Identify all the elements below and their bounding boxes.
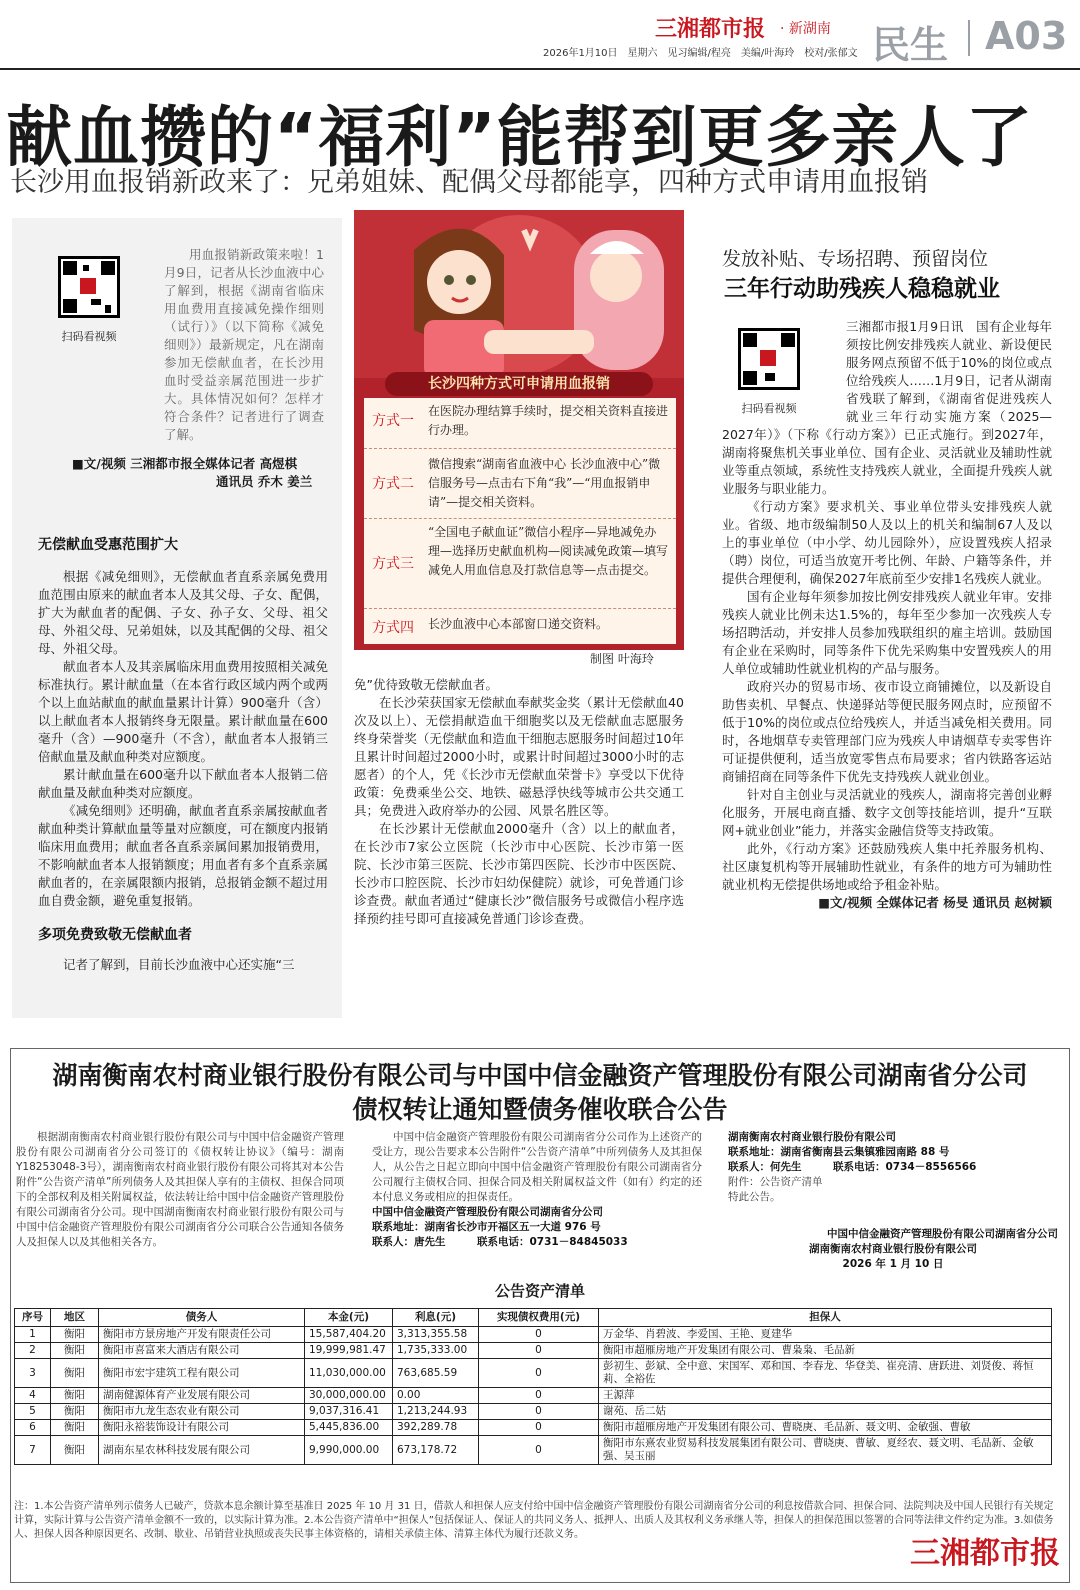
table-row bbox=[15, 1343, 1052, 1359]
table-cell: 谢苑、岳二姑 bbox=[599, 1404, 1052, 1420]
table-cell: 湖南健源体育产业发展有限公司 bbox=[99, 1388, 305, 1404]
main-subhead: 长沙用血报销新政来了：兄弟姐妹、配偶父母都能享，四种方式申请用血报销 bbox=[10, 167, 928, 198]
paragraph: 国有企业每年须参加按比例安排残疾人就业年审。安排残疾人就业比例未达1.5%的，每年至少参加一次残疾人专场招聘活动，并安排人员参加残联组织的雇主培训。鼓励国有企业在采购时，同等条件下优先采购集中安置残疾人的用人单位或辅助性就业机构的产品与服务。 bbox=[722, 589, 1052, 676]
asset-list-title: 公告资产清单 bbox=[494, 1282, 585, 1300]
main-story-continued bbox=[354, 676, 684, 928]
method-text: 在医院办理结算手续时，提交相关资料直接进行办理。 bbox=[428, 404, 669, 437]
method-item bbox=[364, 608, 676, 642]
column-header: 担保人 bbox=[599, 1309, 1052, 1327]
notice-column-2 bbox=[372, 1130, 702, 1250]
table-cell: 彭初生、彭斌、全中意、宋国军、邓和国、李春龙、华登美、崔亮清、唐跃进、刘贤俊、蒋恒莉、全裕佐 bbox=[599, 1359, 1052, 1388]
paragraph: 针对自主创业与灵活就业的残疾人，湖南将完善创业孵化服务，开展电商直播、数字文创等技能培训，提升“互联网+就业创业”能力，并落实金融信贷等支持政策。 bbox=[722, 787, 1052, 838]
table-cell: 5 bbox=[15, 1404, 51, 1420]
table-cell: 衡阳 bbox=[51, 1359, 99, 1388]
column-header: 地区 bbox=[51, 1309, 99, 1327]
column-header: 利息(元) bbox=[393, 1309, 479, 1327]
table-cell: 衡阳市超雁房地产开发集团有限公司、曹枭枭、毛品新 bbox=[599, 1343, 1052, 1359]
subsection-title-1: 无偿献血受惠范围扩大 bbox=[38, 537, 178, 553]
notice-paragraph: 中国中信金融资产管理股份有限公司湖南省分公司作为上述资产的受让方，现公告要求本公告附件“公告资产清单”中所列债务人及其担保人，从公告之日起立即向中国中信金融资产管理股份有限公司湖南省分公司履行主债权合同、担保合同及相关附属权益文件（如有）约定的还本付息义务或相应的担保责任。 bbox=[372, 1131, 702, 1203]
table-cell: 3 bbox=[15, 1359, 51, 1388]
qr-label: 扫码看视频 bbox=[61, 330, 117, 343]
table-cell: 0 bbox=[479, 1343, 599, 1359]
table-cell: 衡阳市喜富来大酒店有限公司 bbox=[99, 1343, 305, 1359]
issue-meta: 2026年1月10日 星期六 见习编辑/程亮 美编/叶海玲 校对/张郁文 bbox=[543, 48, 858, 59]
table-cell: 6 bbox=[15, 1420, 51, 1436]
notice-contact: 联系人：唐先生 联系电话：0731－84845033 bbox=[372, 1236, 628, 1248]
table-cell: 9,990,000.00 bbox=[305, 1436, 393, 1465]
top-rule bbox=[0, 68, 1080, 70]
table-cell: 0 bbox=[479, 1359, 599, 1388]
table-cell: 衡阳 bbox=[51, 1343, 99, 1359]
notice-footnote: 注：1.本公告资产清单列示债务人已破产，贷款本息余额计算至基准日 2025 年 10 月 31 日，借款人和担保人应支付给中国中信金融资产管理股份有限公司湖南省分公司的利息按借款合同、担保合同、法院判决及中国人民银行有关规定计算，实际计算与公告资产清单金额不一致的，以实际计算为准。2.本公告资产清单中“担保人”包括保证人、保证人的共同义务人、抵押人、出质人及其权利义务承继人等，担保人的担保范围以签署的合同等法律文件约定为准。3.如债务人、担保人因各种原因更名、改制、歇业、吊销营业执照或丧失民事主体资格的，请相关承债主体、清算主体代为履行还款义务。 bbox=[14, 1501, 1054, 1540]
column-header: 序号 bbox=[15, 1309, 51, 1327]
table-cell: 19,999,981.47 bbox=[305, 1343, 393, 1359]
notice-attachment: 附件：公告资产清单 bbox=[728, 1176, 823, 1188]
column-header: 本金(元) bbox=[305, 1309, 393, 1327]
notice-org: 中国中信金融资产管理股份有限公司湖南省分公司 bbox=[372, 1206, 603, 1218]
notice-address: 联系地址：湖南省衡南县云集镇雅园南路 88 号 bbox=[728, 1146, 950, 1158]
notice-title-1: 湖南衡南农村商业银行股份有限公司与中国中信金融资产管理股份有限公司湖南省分公司 bbox=[52, 1061, 1028, 1090]
table-cell: 万金华、肖碧波、李爱国、王艳、夏建华 bbox=[599, 1327, 1052, 1343]
method-label: 方式四 bbox=[372, 620, 414, 636]
table-cell: 7 bbox=[15, 1436, 51, 1465]
table-cell: 衡阳永裕装饰设计有限公司 bbox=[99, 1420, 305, 1436]
table-cell: 5,445,836.00 bbox=[305, 1420, 393, 1436]
page-number: A03 bbox=[985, 14, 1068, 58]
paragraph: 在长沙荣获国家无偿献血奉献奖金奖（累计无偿献血40次及以上）、无偿捐献造血干细胞奖以及无偿献血志愿服务终身荣誉奖（无偿献血和造血干细胞志愿服务时间超过10年且累计时间超过2000小时，或累计时间超过3000小时的志愿者）的个人，凭《长沙市无偿献血荣誉卡》享受以下优待政策：免费乘坐公交、地铁、磁悬浮快线等城市公共交通工具；免费进入政府举办的公园、风景名胜区等。 bbox=[354, 695, 684, 818]
method-item bbox=[364, 518, 676, 604]
method-label: 方式二 bbox=[372, 476, 414, 492]
byline-1: ■文/视频 三湘都市报全媒体记者 高煜棋 bbox=[72, 456, 298, 471]
table-row bbox=[15, 1359, 1052, 1388]
table-cell: 0 bbox=[479, 1388, 599, 1404]
graphic-credit: 制图 叶海玲 bbox=[590, 652, 654, 666]
app-name: · 新湖南 bbox=[780, 21, 831, 37]
paragraph: 根据《减免细则》，无偿献血者直系亲属免费用血范围由原来的献血者本人及其父母、子女、配偶，扩大为献血者的配偶、子女、孙子女、父母、祖父母、外祖父母、兄弟姐妹，以及其配偶的父母、祖父母、外祖父母。 bbox=[38, 569, 328, 656]
side-story-text bbox=[722, 318, 1052, 912]
table-cell: 衡阳市方景房地产开发有限责任公司 bbox=[99, 1327, 305, 1343]
paragraph: 累计献血量在600毫升以下献血者本人报销二倍献血量及献血种类对应额度。 bbox=[38, 767, 328, 800]
table-cell: 0.00 bbox=[393, 1388, 479, 1404]
notice-contact: 联系人：何先生 联系电话：0734－8556566 bbox=[728, 1161, 977, 1173]
notice-date: 2026 年 1 月 10 日 bbox=[842, 1258, 944, 1270]
side-story-title: 三年行动助残疾人稳稳就业 bbox=[724, 276, 1000, 302]
table-row bbox=[15, 1327, 1052, 1343]
table-cell: 衡阳 bbox=[51, 1327, 99, 1343]
side-story-body bbox=[722, 318, 1052, 910]
blood-donor-illustration bbox=[354, 210, 684, 378]
table-cell: 衡阳市超雁房地产开发集团有限公司、曹晓庚、毛品新、聂文明、金敏强、曹敏 bbox=[599, 1420, 1052, 1436]
column-header: 债务人 bbox=[99, 1309, 305, 1327]
table-cell: 0 bbox=[479, 1436, 599, 1465]
table-cell: 1 bbox=[15, 1327, 51, 1343]
table-cell: 0 bbox=[479, 1404, 599, 1420]
table-cell: 衡阳市九龙生态农业有限公司 bbox=[99, 1404, 305, 1420]
table-cell: 15,587,404.20 bbox=[305, 1327, 393, 1343]
table-cell: 衡阳 bbox=[51, 1388, 99, 1404]
table-cell: 4 bbox=[15, 1388, 51, 1404]
paragraph: 记者了解到，目前长沙血液中心还实施“三 bbox=[63, 957, 295, 972]
table-cell: 王源萍 bbox=[599, 1388, 1052, 1404]
table-row bbox=[15, 1420, 1052, 1436]
paper-logo: 三湘都市报 bbox=[655, 16, 766, 42]
qr-code[interactable] bbox=[46, 248, 132, 348]
table-row bbox=[15, 1436, 1052, 1465]
byline-2: 通讯员 乔木 姜兰 bbox=[216, 474, 313, 489]
table-cell: 衡阳市东熹农业贸易科技发展集团有限公司、曹晓庚、曹敏、夏经农、聂文明、毛品新、金敏强、吴玉丽 bbox=[599, 1436, 1052, 1465]
method-text: 微信搜索“湖南省血液中心 长沙血液中心”微信服务号—点击右下角“我”—“用血报销申请”—提交相关资料。 bbox=[428, 457, 661, 509]
paragraph: 免”优待致敬无偿献血者。 bbox=[354, 677, 498, 692]
table-cell: 0 bbox=[479, 1327, 599, 1343]
method-item bbox=[364, 448, 676, 514]
table-cell: 衡阳 bbox=[51, 1436, 99, 1465]
graphic-banner: 长沙四种方式可申请用血报销 bbox=[385, 372, 653, 396]
table-cell: 衡阳 bbox=[51, 1420, 99, 1436]
method-label: 方式三 bbox=[372, 556, 414, 572]
method-text: 长沙血液中心本部窗口递交资料。 bbox=[428, 617, 609, 631]
table-cell: 2 bbox=[15, 1343, 51, 1359]
notice-column-1 bbox=[16, 1130, 344, 1250]
illustration bbox=[354, 210, 684, 378]
app-badge-icon bbox=[78, 276, 98, 296]
section-divider bbox=[968, 20, 970, 56]
table-cell: 衡阳市宏宇建筑工程有限公司 bbox=[99, 1359, 305, 1388]
method-label: 方式一 bbox=[372, 413, 414, 429]
paragraph: 《行动方案》要求机关、事业单位带头安排残疾人就业。省级、地市级编制50人及以上的机关和编制67人及以上的事业单位（中小学、幼儿园除外），应设置残疾人招录（聘）岗位，可适当放宽开考比例、年龄、户籍等条件，并提供合理便利，确保2027年底前至少安排1名残疾人就业。 bbox=[722, 499, 1052, 586]
table-row bbox=[15, 1388, 1052, 1404]
paragraph: 三湘都市报1月9日讯 国有企业每年须按比例安排残疾人就业、新设便民服务网点预留不低于10%的岗位或点位给残疾人……1月9日，记者从湖南省残联了解到，《湖南省促进残疾人就业三年行动实施方案（2025—2027年）》（下称《行动方案》）已正式施行。到2027年，湖南将聚焦机关事业单位、国有企业、灵活就业及辅助性就业等重点领域，系统性支持残疾人就业，全面提升残疾人就业服务与职业能力。 bbox=[722, 319, 1052, 496]
notice-closing: 特此公告。 bbox=[728, 1191, 781, 1203]
table-cell: 673,178.72 bbox=[393, 1436, 479, 1465]
notice-paragraph: 根据湖南衡南农村商业银行股份有限公司与中国中信金融资产管理股份有限公司湖南省分公司签订的《债权转让协议》（编号：湖南Y18253048-3号），湖南衡南农村商业银行股份有限公司将其对本公告附件“公告资产清单”所列债务人及其担保人享有的主债权、担保合同项下的全部权利及相关附属权益，依法转让给中国中信金融资产管理股份有限公司湖南省分公司。现中国湖南衡南农村商业银行股份有限公司与中国中信金融资产管理股份有限公司湖南省分公司联合公告通知各债务人及担保人以及其他相关各方。 bbox=[16, 1131, 344, 1248]
paragraph: 在长沙累计无偿献血2000毫升（含）以上的献血者，在长沙市7家公立医院（长沙市中心医院、长沙市第一医院、长沙市第三医院、长沙市第四医院、长沙市中医医院、长沙市口腔医院、长沙市妇幼保健院）就诊，可免普通门诊诊查费。献血者通过“健康长沙”微信服务号或微信小程序选择预约挂号即可直接减免普通门诊诊查费。 bbox=[354, 821, 684, 926]
notice-org: 湖南衡南农村商业银行股份有限公司 bbox=[728, 1131, 896, 1143]
main-story-body bbox=[38, 534, 328, 974]
table-cell: 392,289.78 bbox=[393, 1420, 479, 1436]
table-cell: 9,037,316.41 bbox=[305, 1404, 393, 1420]
notice-signature-2: 湖南衡南农村商业银行股份有限公司 bbox=[809, 1243, 977, 1255]
paragraph: 政府兴办的贸易市场、夜市设立商铺摊位，以及新设自助售卖机、早餐点、快递驿站等便民服务网点时，应预留不低于10%的岗位或点位给残疾人，并适当减免相关费用。同时，各地烟草专卖管理部门应为残疾人申请烟草专卖零售许可证提供便利，适当放宽零售点布局要求；省内铁路客运站商铺招商在同等条件下优先支持残疾人就业创业。 bbox=[722, 679, 1052, 784]
footer-logo: 三湘都市报 bbox=[845, 1528, 1060, 1570]
table-cell: 湖南东星农林科技发展有限公司 bbox=[99, 1436, 305, 1465]
method-item bbox=[364, 398, 676, 444]
table-cell: 0 bbox=[479, 1420, 599, 1436]
table-cell: 衡阳 bbox=[51, 1404, 99, 1420]
column-header: 实现债权费用(元) bbox=[479, 1309, 599, 1327]
side-story-kicker: 发放补贴、专场招聘、预留岗位 bbox=[722, 248, 989, 270]
main-headline: 献血攒的“福利”能帮到更多亲人了 bbox=[6, 99, 1033, 176]
table-cell: 1,213,244.93 bbox=[393, 1404, 479, 1420]
qr-label: 扫码看视频 bbox=[741, 402, 797, 415]
paragraph: 《减免细则》还明确，献血者直系亲属按献血者献血种类计算献血量等量对应额度，可在额度内报销临床用血费用；献血者各直系亲属间累加报销费用，不影响献血者本人报销额度；用血者有多个直系亲属献血者的，在亲属限额内报销，总报销金额不超过用血自费金额，避免重复报销。 bbox=[38, 803, 328, 908]
notice-column-3 bbox=[728, 1130, 1058, 1272]
method-text: “全国电子献血证”微信小程序—异地减免办理—选择历史献血机构—阅读减免政策—填写减免人用血信息及打款信息等—点击提交。 bbox=[428, 525, 669, 577]
table-row bbox=[15, 1404, 1052, 1420]
lead-paragraph-top bbox=[164, 246, 324, 444]
notice-address: 联系地址：湖南省长沙市开福区五一大道 976 号 bbox=[372, 1221, 601, 1233]
paragraph: 此外，《行动方案》还鼓励残疾人集中托养服务机构、社区康复机构等开展辅助性就业，有条件的地方可为辅助性就业机构无偿提供场地或给予租金补贴。 bbox=[722, 841, 1052, 892]
section-name: 民生 bbox=[872, 23, 949, 67]
lead-paragraph: 用血报销新政策来啦！1月9日，记者从长沙血液中心了解到，根据《湖南省临床用血费用直接减免操作细则（试行）》（以下简称《减免细则》）最新规定，凡在湖南参加无偿献血者，在长沙用血时受益亲属范围进一步扩大。具体情况如何？怎样才符合条件？记者进行了调查了解。 bbox=[164, 247, 324, 442]
asset-table bbox=[14, 1308, 1052, 1465]
subsection-title-2: 多项免费致敬无偿献血者 bbox=[38, 927, 192, 943]
application-methods-list bbox=[364, 398, 676, 644]
table-header-row bbox=[15, 1309, 1052, 1327]
side-byline: ■文/视频 全媒体记者 杨旻 通讯员 赵树颖 bbox=[818, 895, 1052, 910]
notice-signature-1: 中国中信金融资产管理股份有限公司湖南省分公司 bbox=[827, 1228, 1058, 1240]
notice-title-2: 债权转让通知暨债务催收联合公告 bbox=[352, 1095, 728, 1124]
table-cell: 30,000,000.00 bbox=[305, 1388, 393, 1404]
table-cell: 763,685.59 bbox=[393, 1359, 479, 1388]
table-cell: 3,313,355.58 bbox=[393, 1327, 479, 1343]
table-cell: 11,030,000.00 bbox=[305, 1359, 393, 1388]
paragraph: 献血者本人及其亲属临床用血费用按照相关减免标准执行。累计献血量（在本省行政区域内两个或两个以上血站献血的献血量累计计算）900毫升（含）以上献血者本人报销终身无限量。累计献血量在600毫升（含）—900毫升（不含），献血者本人报销三倍献血量及献血种类对应额度。 bbox=[38, 659, 328, 764]
table-cell: 1,735,333.00 bbox=[393, 1343, 479, 1359]
